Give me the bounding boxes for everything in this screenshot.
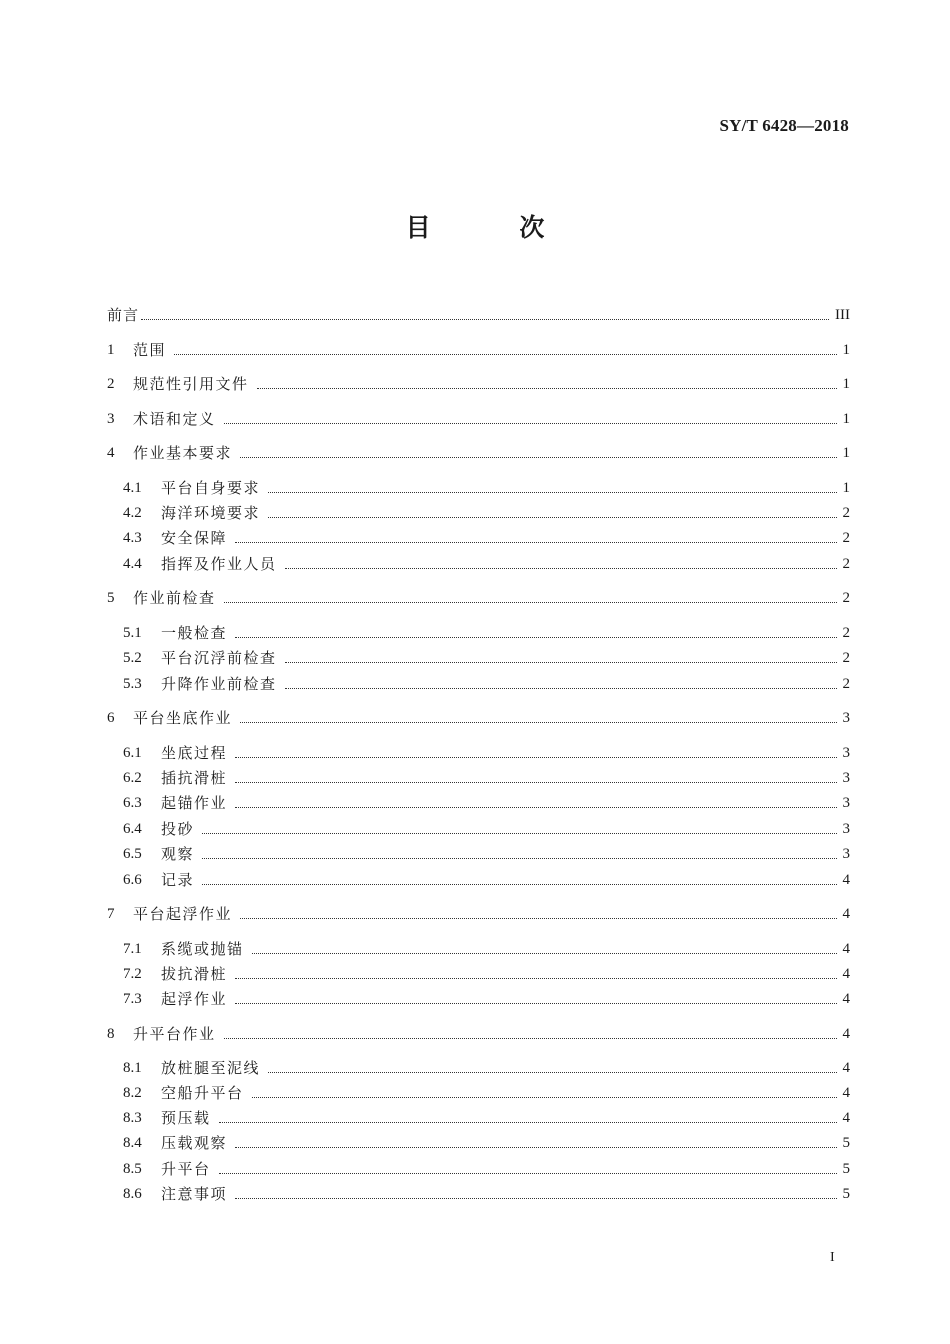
toc-entry-title: 放桩腿至泥线: [161, 1059, 261, 1077]
toc-entry-page: 4: [842, 906, 850, 922]
toc-entry-title: 起浮作业: [161, 990, 228, 1008]
toc-entry[interactable]: [123, 840, 850, 864]
toc-entry-page: 1: [842, 445, 850, 461]
toc-entry-page: 4: [842, 1085, 850, 1101]
toc-leader-dots: [174, 353, 836, 355]
toc-leader-dots: [240, 917, 836, 919]
toc-entry[interactable]: [107, 336, 850, 360]
toc-entry-page: 1: [842, 480, 850, 496]
toc-entry-page: 3: [842, 710, 850, 726]
toc-entry-number: 1: [107, 342, 115, 358]
toc-entry[interactable]: [123, 1155, 850, 1179]
toc-entry-page: 2: [842, 625, 850, 641]
toc-entry-title: 规范性引用文件: [133, 375, 249, 393]
toc-entry[interactable]: [123, 739, 850, 763]
toc-entry[interactable]: [123, 1104, 850, 1128]
toc-entry-number: 8.6: [123, 1186, 142, 1202]
toc-leader-dots: [235, 781, 836, 783]
toc-entry-number: 6.3: [123, 795, 142, 811]
toc-leader-dots: [202, 832, 836, 834]
toc-entry[interactable]: [123, 764, 850, 788]
toc-entry-page: 1: [842, 411, 850, 427]
toc-entry-number: 8.1: [123, 1060, 142, 1076]
toc-entry-page: III: [835, 307, 850, 323]
toc-entry-page: 2: [842, 505, 850, 521]
toc-leader-dots: [224, 601, 837, 603]
toc-leader-dots: [285, 567, 837, 569]
toc-leader-dots: [202, 857, 836, 859]
toc-entry-number: 7: [107, 906, 115, 922]
toc-entry[interactable]: [123, 1054, 850, 1078]
toc-leader-dots: [257, 387, 837, 389]
toc-entry-number: 3: [107, 411, 115, 427]
toc-leader-dots: [235, 1197, 836, 1199]
toc-entry-page: 5: [842, 1161, 850, 1177]
toc-leader-dots: [224, 1037, 837, 1039]
toc-entry-number: 6.1: [123, 745, 142, 761]
toc-leader-dots: [268, 491, 836, 493]
toc-entry-title: 海洋环境要求: [161, 504, 261, 522]
toc-leader-dots: [268, 516, 836, 518]
toc-entry-number: 6.2: [123, 770, 142, 786]
toc-entry-title: 记录: [161, 871, 195, 889]
toc-entry[interactable]: [123, 1129, 850, 1153]
toc-entry-number: 6.4: [123, 821, 142, 837]
toc-entry-page: 3: [842, 846, 850, 862]
toc-entry-title: 术语和定义: [133, 410, 216, 428]
toc-entry[interactable]: [107, 704, 850, 728]
page-number: I: [830, 1250, 835, 1265]
toc-leader-dots: [235, 1146, 836, 1148]
toc-entry-number: 8.3: [123, 1110, 142, 1126]
toc-entry-number: 4.1: [123, 480, 142, 496]
toc-entry-page: 4: [842, 966, 850, 982]
toc-entry-number: 6: [107, 710, 115, 726]
toc-entry-number: 5: [107, 590, 115, 606]
toc-entry-page: 4: [842, 1026, 850, 1042]
toc-entry-title: 空船升平台: [161, 1084, 244, 1102]
toc-entry-number: 8.4: [123, 1135, 142, 1151]
toc-entry-number: 4: [107, 445, 115, 461]
toc-leader-dots: [252, 1096, 837, 1098]
toc-entry[interactable]: [107, 301, 850, 325]
toc-entry-number: 6.6: [123, 872, 142, 888]
toc-entry-page: 1: [842, 342, 850, 358]
toc-entry-number: 2: [107, 376, 115, 392]
toc-entry-page: 4: [842, 941, 850, 957]
toc-entry[interactable]: [123, 670, 850, 694]
standard-code: SY/T 6428—2018: [719, 116, 849, 135]
toc-leader-dots: [268, 1071, 836, 1073]
toc-leader-dots: [235, 636, 836, 638]
toc-entry-title: 注意事项: [161, 1185, 228, 1203]
toc-entry-page: 4: [842, 1110, 850, 1126]
toc-entry-title: 平台沉浮前检查: [161, 649, 277, 667]
toc-entry[interactable]: [123, 1180, 850, 1204]
toc-entry-page: 5: [842, 1135, 850, 1151]
toc-entry-page: 1: [842, 376, 850, 392]
toc-entry[interactable]: [123, 474, 850, 498]
toc-entry-number: 7.1: [123, 941, 142, 957]
toc-entry-page: 3: [842, 770, 850, 786]
toc-entry-number: 4.2: [123, 505, 142, 521]
toc-entry-page: 2: [842, 676, 850, 692]
toc-entry-title: 坐底过程: [161, 744, 228, 762]
toc-entry-title: 观察: [161, 845, 195, 863]
toc-entry-page: 4: [842, 1060, 850, 1076]
toc-entry-number: 4.4: [123, 556, 142, 572]
toc-entry-title: 平台自身要求: [161, 479, 261, 497]
toc-entry-title: 升平台: [161, 1160, 211, 1178]
toc-entry-title: 作业前检查: [133, 589, 216, 607]
toc-entry[interactable]: [107, 370, 850, 394]
toc-entry-title: 系缆或抛锚: [161, 940, 244, 958]
toc-entry-title: 前言: [107, 306, 140, 324]
toc-entry[interactable]: [123, 499, 850, 523]
toc-entry-page: 3: [842, 745, 850, 761]
toc-leader-dots: [219, 1172, 837, 1174]
toc-entry-title: 升平台作业: [133, 1025, 216, 1043]
toc-leader-dots: [252, 952, 837, 954]
toc-leader-dots: [235, 806, 836, 808]
toc-entry-page: 3: [842, 795, 850, 811]
toc-entry-title: 平台起浮作业: [133, 905, 233, 923]
toc-leader-dots: [224, 422, 837, 424]
toc-entry-number: 5.3: [123, 676, 142, 692]
toc-entry-number: 7.2: [123, 966, 142, 982]
toc-entry-page: 2: [842, 556, 850, 572]
toc-leader-dots: [235, 541, 836, 543]
toc-entry-number: 4.3: [123, 530, 142, 546]
toc-entry-title: 压载观察: [161, 1134, 228, 1152]
toc-entry[interactable]: [123, 866, 850, 890]
toc-entry-number: 8.5: [123, 1161, 142, 1177]
toc-entry[interactable]: [123, 960, 850, 984]
toc-entry-title: 指挥及作业人员: [161, 555, 277, 573]
toc-leader-dots: [240, 456, 836, 458]
toc-leader-dots: [235, 1002, 836, 1004]
toc-entry[interactable]: [123, 644, 850, 668]
toc-entry-title: 起锚作业: [161, 794, 228, 812]
toc-entry-page: 4: [842, 872, 850, 888]
toc-entry-number: 5.2: [123, 650, 142, 666]
toc-entry-number: 8: [107, 1026, 115, 1042]
toc-entry[interactable]: [123, 550, 850, 574]
toc-entry-number: 5.1: [123, 625, 142, 641]
toc-entry-title: 平台坐底作业: [133, 709, 233, 727]
toc-entry[interactable]: [123, 985, 850, 1009]
toc-leader-dots: [285, 661, 837, 663]
toc-entry[interactable]: [107, 405, 850, 429]
toc-leader-dots: [235, 977, 836, 979]
toc-entry-number: 6.5: [123, 846, 142, 862]
toc-entry-page: 2: [842, 530, 850, 546]
toc-entry-number: 8.2: [123, 1085, 142, 1101]
toc-entry-page: 2: [842, 590, 850, 606]
toc-entry[interactable]: [123, 789, 850, 813]
toc-leader-dots: [285, 687, 837, 689]
toc-entry-page: 5: [842, 1186, 850, 1202]
toc-entry[interactable]: [107, 900, 850, 924]
toc-leader-dots: [235, 756, 836, 758]
toc-leader-dots: [202, 883, 836, 885]
toc-entry-title: 作业基本要求: [133, 444, 233, 462]
toc-entry-title: 范围: [133, 341, 167, 359]
toc-entry-page: 3: [842, 821, 850, 837]
toc-entry[interactable]: [123, 1079, 850, 1103]
toc-entry[interactable]: [107, 584, 850, 608]
toc-entry[interactable]: [107, 439, 850, 463]
toc-entry-number: 7.3: [123, 991, 142, 1007]
toc-entry-title: 投砂: [161, 820, 195, 838]
toc-entry[interactable]: [123, 619, 850, 643]
toc-entry-title: 安全保障: [161, 529, 228, 547]
toc-entry[interactable]: [123, 935, 850, 959]
toc-entry-title: 升降作业前检查: [161, 675, 277, 693]
toc-leader-dots: [240, 721, 836, 723]
toc-entry[interactable]: [107, 1020, 850, 1044]
toc-entry[interactable]: [123, 815, 850, 839]
toc-entry-title: 一般检查: [161, 624, 228, 642]
toc-leader-dots: [141, 318, 829, 320]
toc-entry[interactable]: [123, 524, 850, 548]
toc-entry-page: 4: [842, 991, 850, 1007]
toc-leader-dots: [219, 1121, 837, 1123]
toc-entry-title: 预压载: [161, 1109, 211, 1127]
toc-entry-title: 拔抗滑桩: [161, 965, 228, 983]
toc-entry-title: 插抗滑桩: [161, 769, 228, 787]
page-title: 目 次: [405, 213, 585, 242]
toc-entry-page: 2: [842, 650, 850, 666]
